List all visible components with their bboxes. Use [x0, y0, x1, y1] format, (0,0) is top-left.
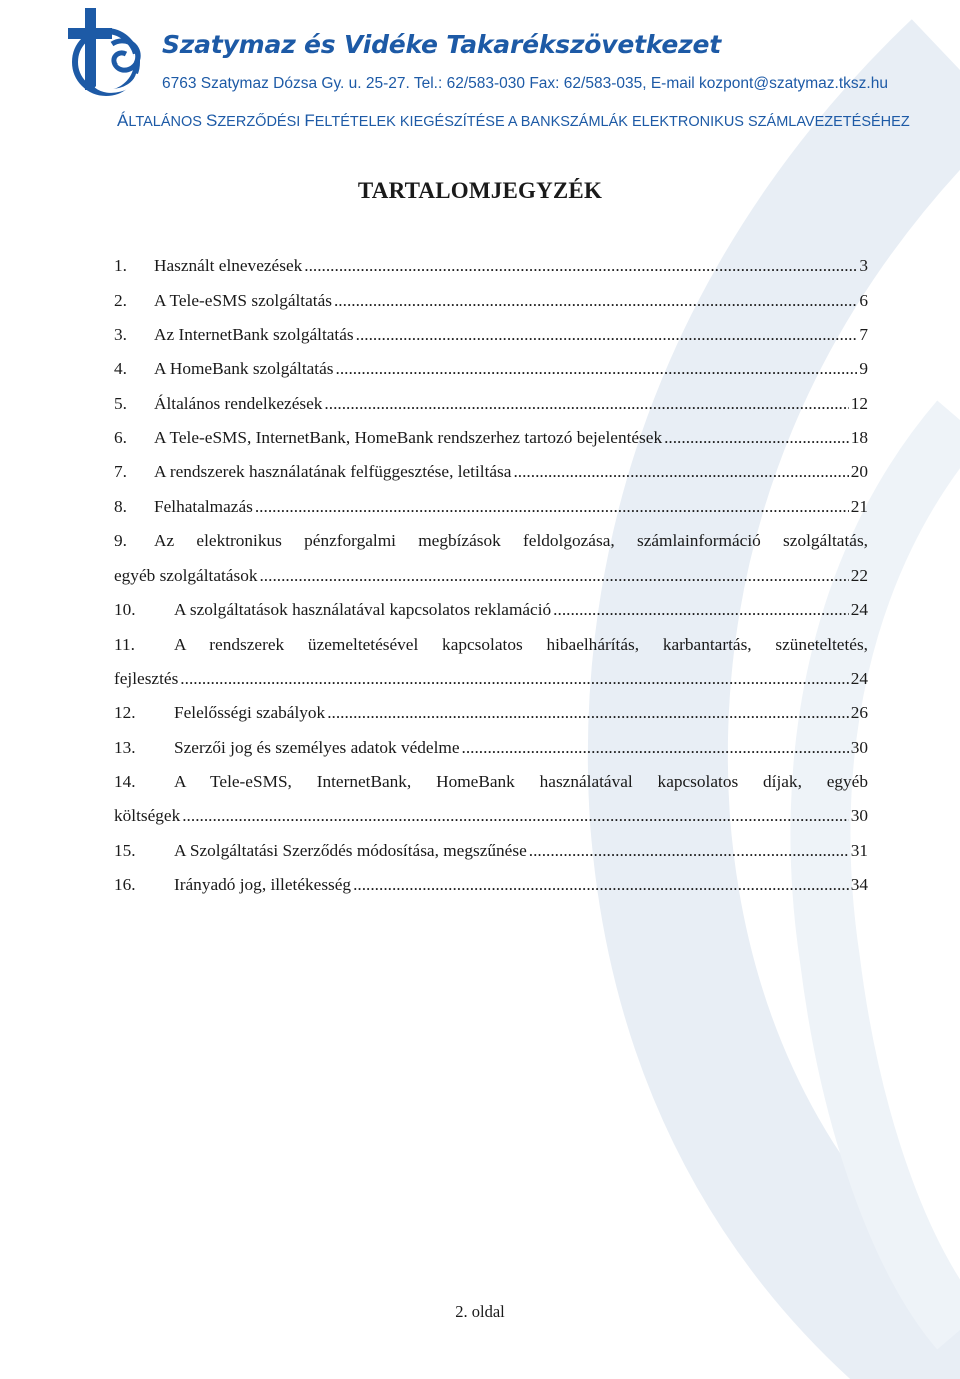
- toc-entry-line: [114, 632, 868, 658]
- toc-entry-label: A Szolgáltatási Szerződés módosítása, megszűnése: [174, 841, 527, 860]
- toc-entry-label: Irányadó jog, illetékesség: [174, 875, 352, 894]
- toc-entry-page: 7: [859, 325, 868, 344]
- organization-address: 6763 Szatymaz Dózsa Gy. u. 25-27. Tel.: 62/583-030 Fax: 62/583-035, E-mail kozpont@szatymaz.tksz.hu: [162, 75, 888, 92]
- toc-entry-number: 10.: [114, 600, 136, 619]
- toc-entry-line: [114, 838, 868, 864]
- toc-entry-line: [114, 597, 868, 623]
- toc-entry-label: Az InternetBank szolgáltatás: [154, 325, 354, 344]
- toc-leader-dots: [529, 838, 849, 864]
- toc-entry-page: 26: [850, 703, 868, 722]
- toc-entry-number: 7.: [114, 462, 127, 481]
- toc-entry-line: [114, 666, 868, 692]
- toc-entry-line: [114, 391, 868, 417]
- toc-entry-line: [114, 803, 868, 829]
- toc-entry-number: 5.: [114, 394, 127, 413]
- toc-entry-line: [114, 253, 868, 279]
- toc-entry-number: 6.: [114, 428, 127, 447]
- toc-entry[interactable]: [114, 769, 868, 795]
- toc-entry-number: 9.: [114, 531, 127, 550]
- toc-entry-page: 18: [850, 428, 868, 447]
- page-number: 2. oldal: [455, 1302, 505, 1321]
- toc-entry-page: 30: [850, 806, 868, 825]
- toc-entry[interactable]: [114, 425, 868, 451]
- toc-entry-label: A Tele-eSMS, InternetBank, HomeBank rendszerhez tartozó bejelentések: [154, 428, 663, 447]
- toc-entry[interactable]: [114, 459, 868, 485]
- toc-entry-label: egyéb szolgáltatások: [114, 566, 258, 585]
- title-word: ZERZŐDÉSI: [217, 114, 305, 130]
- toc-entry-line: [114, 735, 868, 761]
- toc-entry-line: [114, 356, 868, 382]
- toc-leader-dots: [462, 735, 849, 761]
- toc-entry-continuation: [114, 666, 868, 692]
- toc-leader-dots: [259, 563, 848, 589]
- toc-entry-number: 1.: [114, 256, 127, 275]
- toc-entry-label: A HomeBank szolgáltatás: [154, 359, 334, 378]
- toc-entry-line: [114, 769, 868, 795]
- title-initial: Á: [117, 111, 129, 130]
- toc-entry-number: 15.: [114, 841, 136, 860]
- toc-leader-dots: [664, 425, 849, 451]
- toc-entry[interactable]: [114, 597, 868, 623]
- toc-leader-dots: [324, 391, 848, 417]
- toc-entry-number: 2.: [114, 291, 127, 310]
- toc-leader-dots: [180, 666, 848, 692]
- toc-entry-label: Az elektronikus pénzforgalmi megbízások feldolgozása, számlainformáció szolgáltatás,: [154, 531, 868, 550]
- toc-entry-line: [114, 872, 868, 898]
- toc-entry[interactable]: [114, 632, 868, 658]
- title-word: ELTÉTELEK KIEGÉSZÍTÉSE A BANKSZÁMLÁK ELEKTRONIKUS SZÁMLAVEZETÉSÉHEZ: [314, 114, 910, 130]
- toc-entry[interactable]: [114, 356, 868, 382]
- toc-entry-label: A rendszerek használatának felfüggesztése, letiltása: [154, 462, 512, 481]
- toc-entry-page: 12: [850, 394, 868, 413]
- toc-entry-page: 21: [850, 497, 868, 516]
- toc-entry-label: A rendszerek üzemeltetésével kapcsolatos hibaelhárítás, karbantartás, szüneteltetés,: [174, 635, 868, 654]
- toc-entry-label: Általános rendelkezések: [154, 394, 323, 413]
- toc-entry-label: költségek: [114, 806, 181, 825]
- toc-entry-continuation: [114, 563, 868, 589]
- toc-entry-continuation: [114, 803, 868, 829]
- toc-leader-dots: [513, 459, 848, 485]
- toc-entry-label: A szolgáltatások használatával kapcsolatos reklamáció: [174, 600, 552, 619]
- toc-leader-dots: [304, 253, 857, 279]
- toc-leader-dots: [334, 288, 857, 314]
- organization-name: Szatymaz és Vidéke Takarékszövetkezet: [162, 30, 722, 59]
- toc-entry-number: 4.: [114, 359, 127, 378]
- bank-logo-icon: [64, 4, 144, 96]
- toc-entry-label: Szerzői jog és személyes adatok védelme: [174, 738, 460, 757]
- toc-entry[interactable]: [114, 288, 868, 314]
- toc-entry-page: 3: [859, 256, 868, 275]
- toc-entry-number: 13.: [114, 738, 136, 757]
- toc-entry-label: A Tele-eSMS, InternetBank, HomeBank használatával kapcsolatos díjak, egyéb: [174, 772, 868, 791]
- toc-entry-line: [114, 425, 868, 451]
- toc-entry-line: [114, 322, 868, 348]
- toc-entry[interactable]: [114, 872, 868, 898]
- title-word: LTALÁNOS: [128, 114, 206, 130]
- toc-entry[interactable]: [114, 838, 868, 864]
- toc-entry-label: Használt elnevezések: [154, 256, 303, 275]
- toc-entry-page: 34: [850, 875, 868, 894]
- title-initial: F: [304, 111, 315, 130]
- toc-entry-line: [114, 563, 868, 589]
- toc-entry-page: 24: [850, 600, 868, 619]
- toc-entry-number: 11.: [114, 635, 135, 654]
- toc-leader-dots: [182, 803, 848, 829]
- toc-entry-line: [114, 700, 868, 726]
- document-title: [117, 111, 910, 131]
- toc-leader-dots: [327, 700, 849, 726]
- toc-entry-page: 30: [850, 738, 868, 757]
- toc-entry-line: [114, 288, 868, 314]
- title-initial: S: [205, 111, 218, 130]
- toc-entry[interactable]: [114, 253, 868, 279]
- toc-entry-page: 31: [850, 841, 868, 860]
- toc-leader-dots: [255, 494, 849, 520]
- toc-entry[interactable]: [114, 322, 868, 348]
- toc-entry-number: 14.: [114, 772, 136, 791]
- toc-entry-number: 8.: [114, 497, 127, 516]
- toc-entry[interactable]: [114, 700, 868, 726]
- toc-entry-page: 6: [859, 291, 868, 310]
- toc-entry-number: 16.: [114, 875, 136, 894]
- toc-entry-label: A Tele-eSMS szolgáltatás: [154, 291, 332, 310]
- toc-entry-line: [114, 528, 868, 554]
- toc-entry[interactable]: [114, 391, 868, 417]
- toc-entry-label: Felhatalmazás: [154, 497, 253, 516]
- toc-leader-dots: [553, 597, 849, 623]
- toc-entry-number: 12.: [114, 703, 136, 722]
- toc-leader-dots: [336, 356, 858, 382]
- toc-entry-label: fejlesztés: [114, 669, 179, 688]
- toc-entry-line: [114, 494, 868, 520]
- toc-entry-page: 24: [850, 669, 868, 688]
- toc-entry-label: Felelősségi szabályok: [174, 703, 326, 722]
- toc-entry-number: 3.: [114, 325, 127, 344]
- toc-entry-page: 20: [850, 462, 868, 481]
- toc-entry[interactable]: [114, 494, 868, 520]
- toc-entry-line: [114, 459, 868, 485]
- toc-entry[interactable]: [114, 528, 868, 554]
- toc-leader-dots: [353, 872, 849, 898]
- toc-entry[interactable]: [114, 735, 868, 761]
- toc-leader-dots: [356, 322, 858, 348]
- toc-entry-page: 22: [850, 566, 868, 585]
- toc-heading: TARTALOMJEGYZÉK: [357, 178, 603, 203]
- toc-entry-page: 9: [859, 359, 868, 378]
